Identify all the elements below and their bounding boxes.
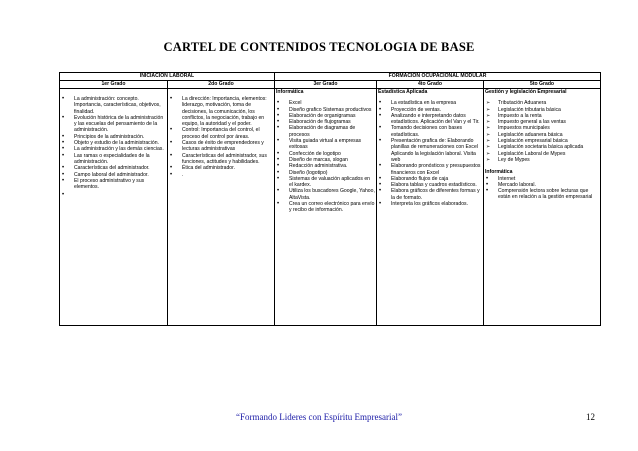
list-item: • Crea un correo electrónico para envío y recibo de información. — [276, 201, 375, 214]
list-item: • Internet — [485, 176, 599, 182]
list-item: • Elabora tablas y cuadros estadísticos. — [378, 182, 482, 188]
section-heading: Estadística Aplicada — [378, 89, 428, 95]
grade-1: 1er Grado — [60, 81, 168, 89]
col5-list-2 — [485, 176, 599, 201]
grade-5: 5to Grado — [484, 81, 601, 89]
list-item: • Excel — [276, 100, 375, 106]
col-grade-5 — [484, 89, 601, 326]
section-heading: Informática — [276, 89, 304, 95]
col2-list — [169, 96, 273, 178]
grade-row — [60, 81, 601, 89]
col-grade-3 — [275, 89, 377, 326]
list-item: ➢ Legislación empresarial básica — [485, 138, 599, 144]
list-item: • Visita guiada virtual a empresas exitosas — [276, 138, 375, 151]
list-item: • Diseño (logotipo) — [276, 170, 375, 176]
list-item: • Interpreta los gráficos elaborados. — [378, 201, 482, 207]
list-item: • Casos de éxito de emprendedores y lecturas administrativas — [169, 140, 273, 153]
list-item: • Tomando decisiones con bases estadísticas. — [378, 125, 482, 138]
col4-list — [378, 100, 482, 207]
list-item: ➢ Impuestos municipales — [485, 125, 599, 131]
list-item: • Las ramas o especialidades de la administración. — [61, 153, 166, 166]
list-item: • Confección de logotipo — [276, 151, 375, 157]
list-item: • Características del administrador. — [61, 165, 166, 171]
list-item: • Redacción administrativa. — [276, 163, 375, 169]
list-item: • La administración: concepto. Importancia, características, objetivos, finalidad. — [61, 96, 166, 115]
list-item: ➢ Legislación societaria básica aplicada — [485, 144, 599, 150]
footer-motto: “Formando Lideres con Espíritu Empresarial” — [236, 412, 402, 422]
list-item: ➢ Legislación aduanera básica — [485, 132, 599, 138]
grade-3: 3er Grado — [275, 81, 377, 89]
header-row — [60, 73, 601, 81]
col-grade-4 — [377, 89, 484, 326]
formacion-header: FORMACIÓN OCUPACIONAL MÓDULAR — [275, 73, 601, 81]
contents-table — [59, 72, 601, 326]
content-row — [60, 89, 601, 326]
list-item: • La dirección: Importancia, elementos: liderazgo, motivación, toma de decisiones, la comunicación, los conflictos, la negociación, trabajo en equipo, la autoridad y el poder. — [169, 96, 273, 127]
list-item: • Elabora gráficos de diferentes formas y la de formato. — [378, 188, 482, 201]
list-item: • Diseño grafico Sistemas productivos — [276, 107, 375, 113]
list-item: • La estadística en la empresa — [378, 100, 482, 106]
list-item: • Características del administrador, sus funciones, actitudes y habilidades. — [169, 153, 273, 166]
list-item: • Elaborando pronósticos y presupuestos financieros con Excel — [378, 163, 482, 176]
list-item: ➢ Ley de Mypes — [485, 157, 599, 163]
list-item: • . — [169, 172, 273, 178]
list-item: • Elaboración de diagramas de procesos — [276, 125, 375, 138]
list-item: • Control: Importancia del control, el proceso del control por áreas. — [169, 127, 273, 140]
list-item: • El proceso administrativo y sus elementos. — [61, 178, 166, 191]
list-item: • Mercado laboral. — [485, 182, 599, 188]
list-item: • Campo laboral del administrador. — [61, 172, 166, 178]
section-heading: Informática — [485, 169, 513, 176]
list-item: • Presentación grafica de: Elaborando planillas de remuneraciones con Excel Aplicando la legislación laboral. Visita web — [378, 138, 482, 163]
list-item: ➢ Impuesto a la renta — [485, 113, 599, 119]
list-item: • Ética del administrador. — [169, 165, 273, 171]
list-item: • Elaboración de flujogramas — [276, 119, 375, 125]
list-item: ➢ Impuesto general a las ventas — [485, 119, 599, 125]
list-item: • Comprensión lectora sobre lecturas que están en relación a la gestión empresarial — [485, 188, 599, 201]
list-item: • La administración y las demás ciencias. — [61, 146, 166, 152]
list-item: • Diseño de marcas, slogan — [276, 157, 375, 163]
list-item: • Elaboración de organigramas — [276, 113, 375, 119]
list-item: • Objeto y estudio de la administración. — [61, 140, 166, 146]
page-number: 12 — [586, 412, 595, 422]
list-item: ➢ Tributación Aduanera — [485, 100, 599, 106]
list-item: • Utiliza los buscadores Google, Yahoo, AltaVista. — [276, 188, 375, 201]
list-item: • Elaborando flujos de caja — [378, 176, 482, 182]
col5-list — [485, 100, 599, 163]
list-item: • Evolución histórica de la administración y las escuelas del pensamiento de la administración. — [61, 115, 166, 134]
list-item — [61, 192, 166, 199]
col-grade-2 — [168, 89, 275, 326]
col-grade-1 — [60, 89, 168, 326]
list-item: • Sistemas de valuación aplicados en el kardex. — [276, 176, 375, 189]
grade-4: 4to Grado — [377, 81, 484, 89]
iniciacion-header: INICIACIÓN LABORAL — [60, 73, 275, 81]
col3-list — [276, 100, 375, 213]
grade-2: 2do Grado — [168, 81, 275, 89]
list-item: • Principios de la administración. — [61, 134, 166, 140]
col1-list — [61, 96, 166, 199]
section-heading: Gestión y legislación Empresarial — [485, 89, 567, 95]
list-item: ➢ Legislación Laboral de Mypes — [485, 151, 599, 157]
list-item: • Analizando e interpretando datos estadísticos. Aplicación del Van y el Tir. — [378, 113, 482, 126]
list-item: • Proyección de ventas. — [378, 107, 482, 113]
list-item: ➢ Legislación tributaria básica — [485, 107, 599, 113]
document-title: CARTEL DE CONTENIDOS TECNOLOGIA DE BASE — [163, 40, 475, 54]
